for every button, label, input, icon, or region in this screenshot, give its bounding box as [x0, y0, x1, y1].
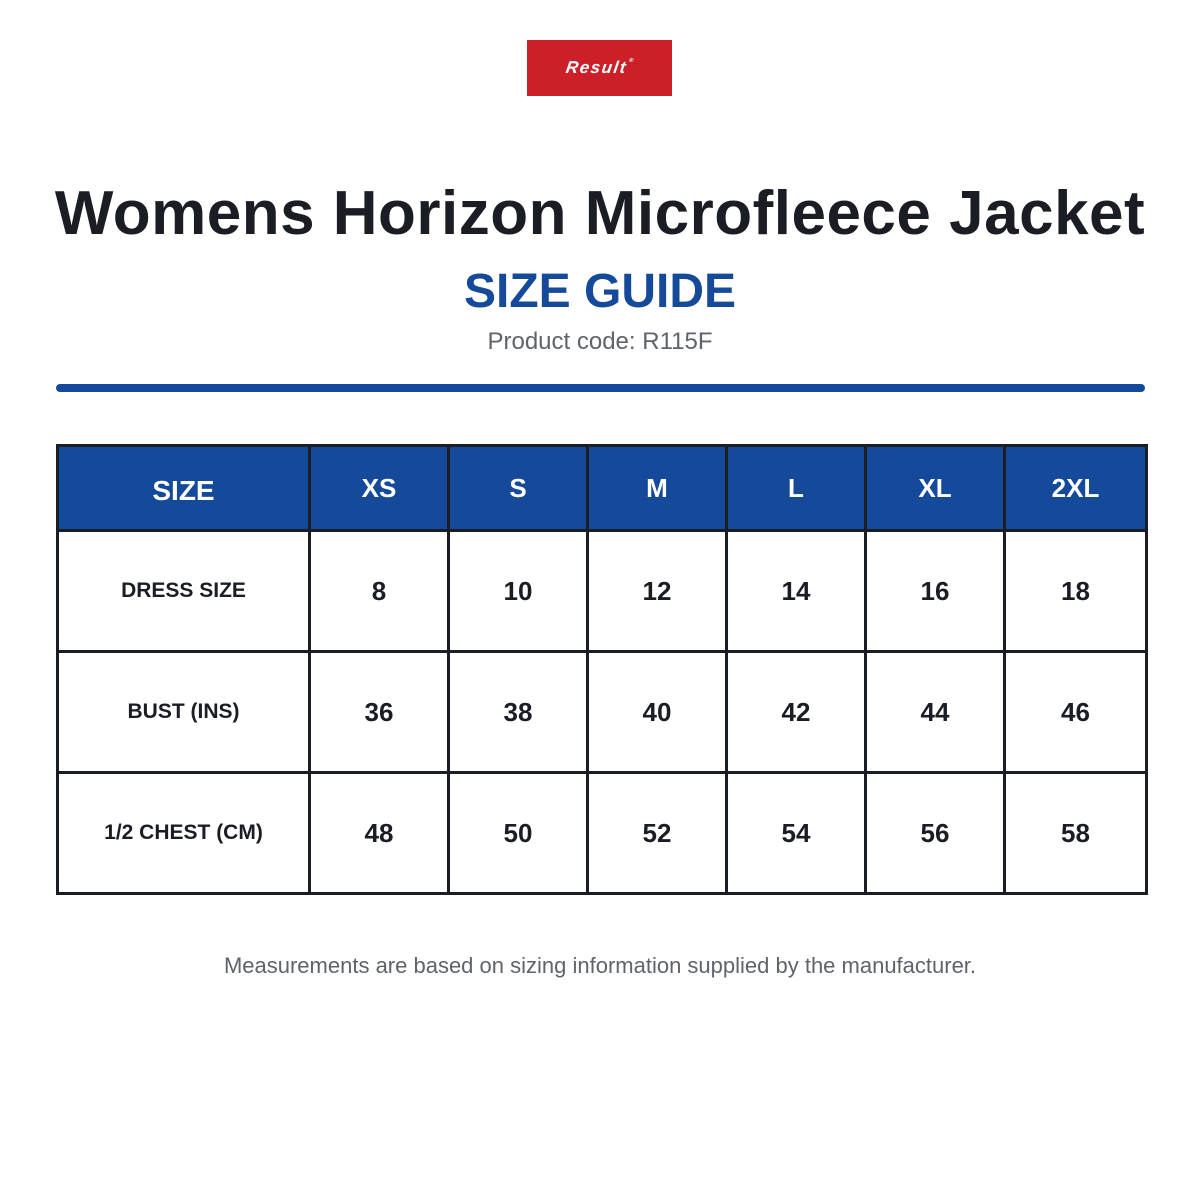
- table-cell: 8: [310, 531, 449, 652]
- footnote: Measurements are based on sizing information supplied by the manufacturer.: [223, 953, 977, 978]
- brand-logo-text: Result®: [564, 58, 635, 77]
- page-title: Womens Horizon Microfleece Jacket: [54, 179, 1146, 248]
- row-label: DRESS SIZE: [58, 531, 310, 652]
- table-cell: 56: [866, 773, 1005, 894]
- table-cell: 18: [1005, 531, 1147, 652]
- page-subtitle: SIZE GUIDE: [463, 265, 737, 318]
- table-header-size: L: [727, 446, 866, 531]
- table-cell: 14: [727, 531, 866, 652]
- table-header-size: XS: [310, 446, 449, 531]
- table-cell: 42: [727, 652, 866, 773]
- table-header-label: SIZE: [58, 446, 310, 531]
- table-cell: 54: [727, 773, 866, 894]
- row-label: BUST (INS): [58, 652, 310, 773]
- table-header-size: S: [449, 446, 588, 531]
- table-cell: 16: [866, 531, 1005, 652]
- table-cell: 40: [588, 652, 727, 773]
- table-row: [58, 773, 1147, 894]
- table-cell: 44: [866, 652, 1005, 773]
- table-header-size: XL: [866, 446, 1005, 531]
- header-divider: [56, 384, 1145, 392]
- table-cell: 10: [449, 531, 588, 652]
- row-label: 1/2 CHEST (CM): [58, 773, 310, 894]
- table-cell: 38: [449, 652, 588, 773]
- table-cell: 12: [588, 531, 727, 652]
- size-table: [56, 444, 1148, 895]
- table-header-size: M: [588, 446, 727, 531]
- product-code: Product code: R115F: [487, 328, 713, 355]
- table-cell: 46: [1005, 652, 1147, 773]
- table-cell: 36: [310, 652, 449, 773]
- table-header-row: [58, 446, 1147, 531]
- table-row: [58, 531, 1147, 652]
- table-row: [58, 652, 1147, 773]
- table-cell: 58: [1005, 773, 1147, 894]
- table-cell: 50: [449, 773, 588, 894]
- table-cell: 52: [588, 773, 727, 894]
- brand-logo: [527, 40, 672, 96]
- table-cell: 48: [310, 773, 449, 894]
- table-header-size: 2XL: [1005, 446, 1147, 531]
